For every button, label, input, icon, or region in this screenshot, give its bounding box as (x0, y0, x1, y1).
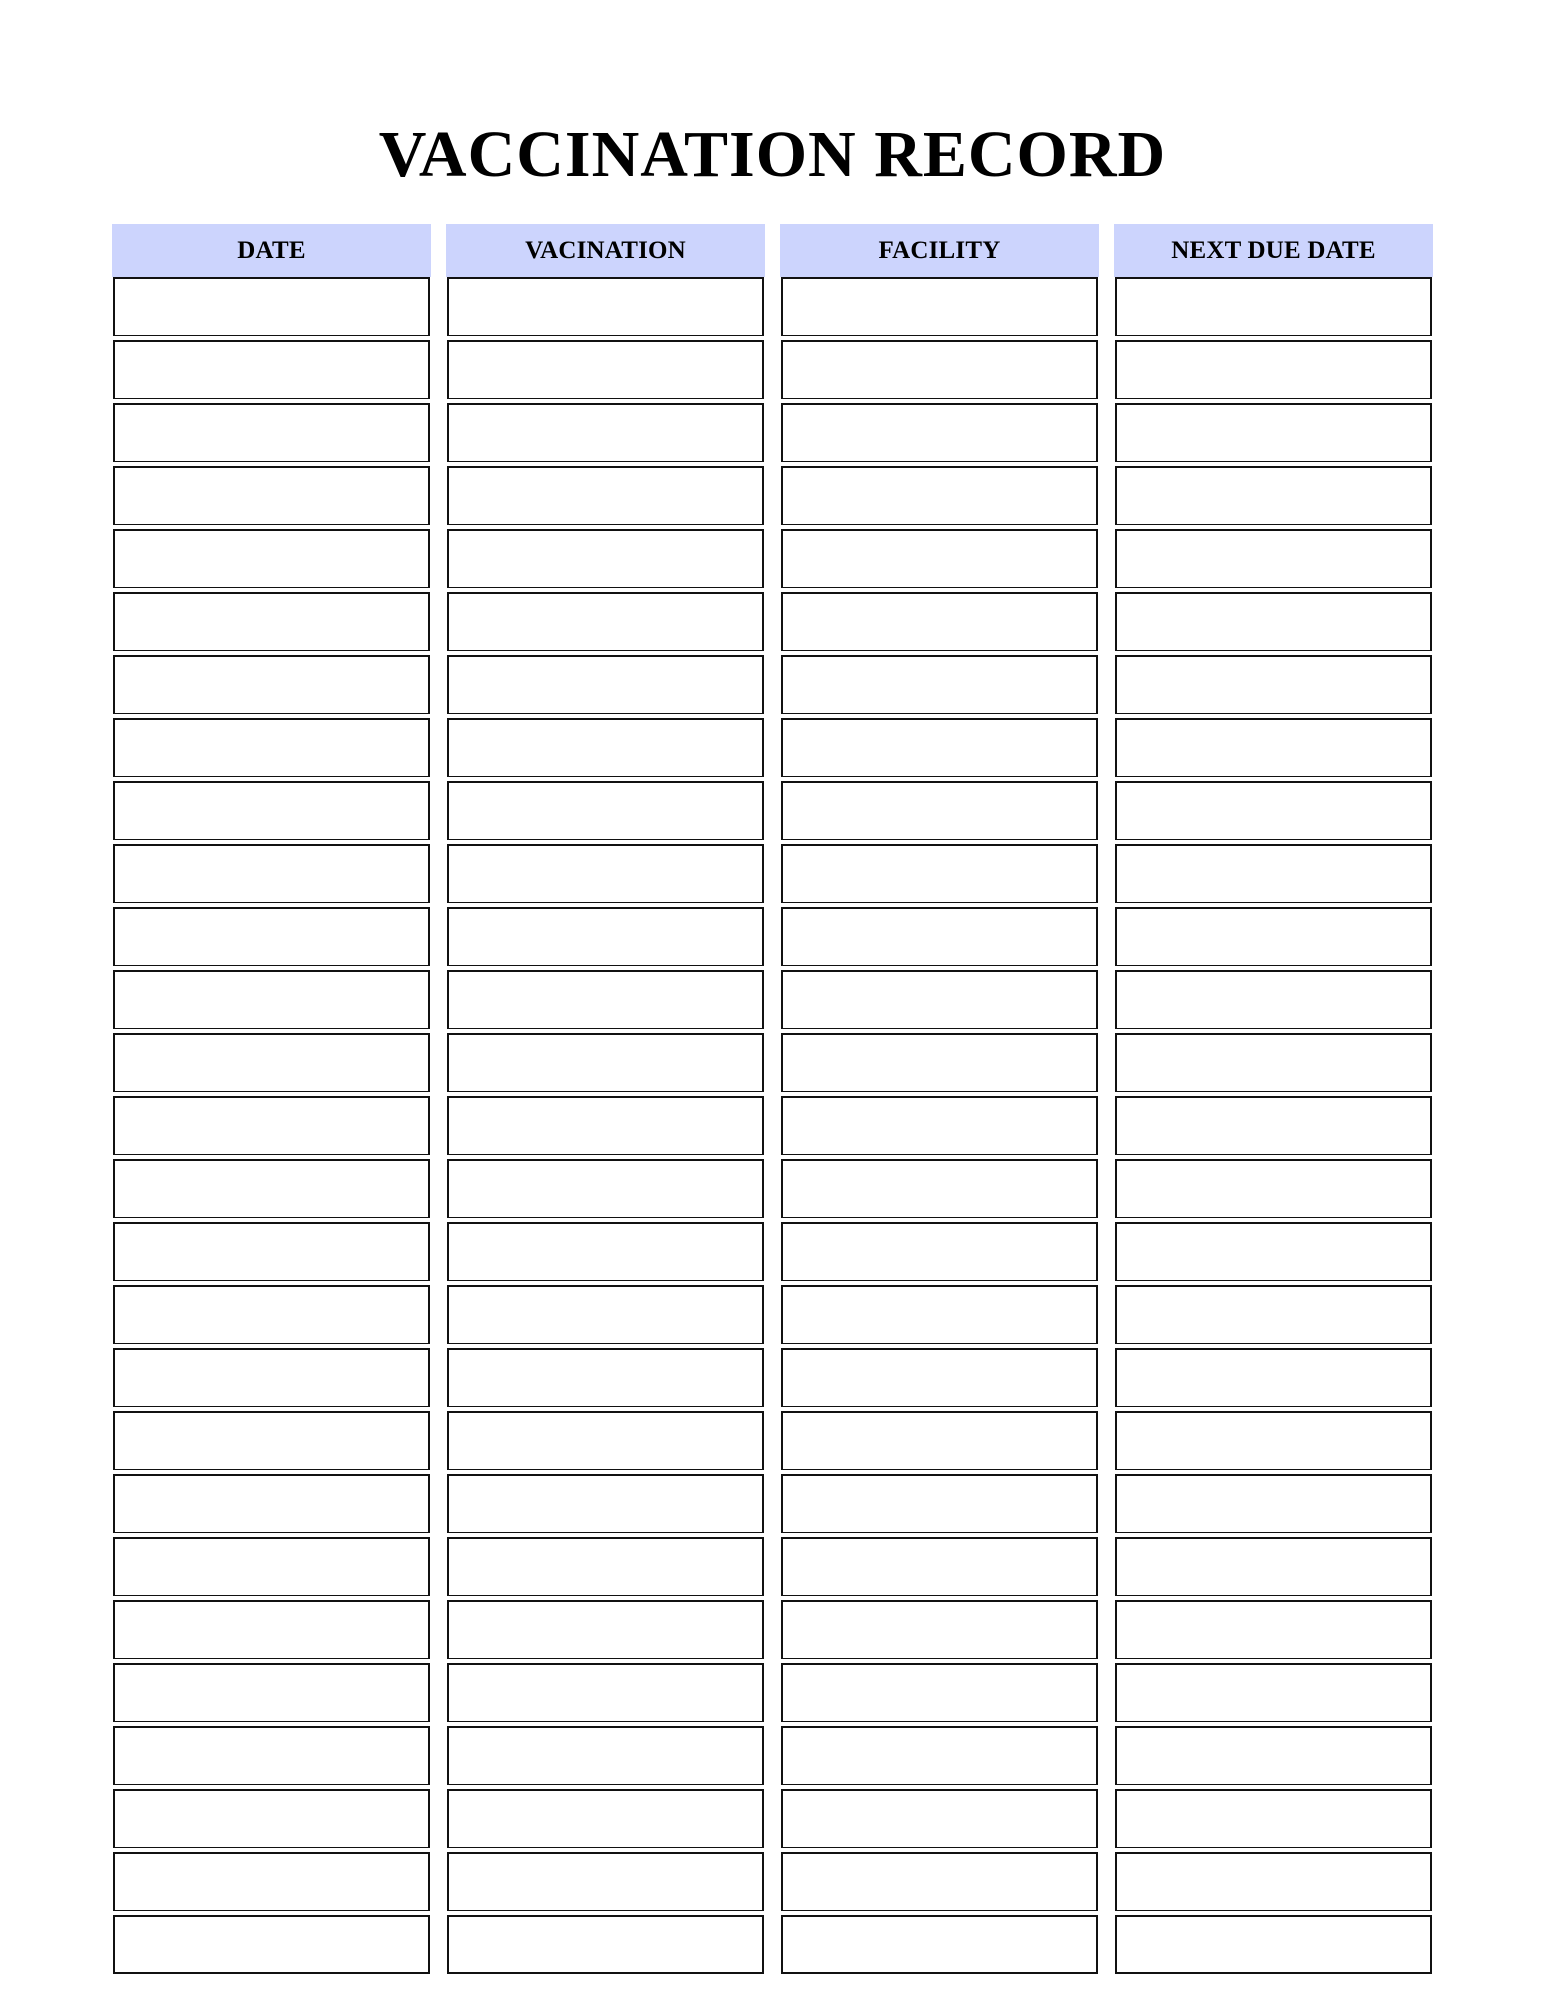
entry-cell-date[interactable] (113, 1285, 430, 1344)
entry-cell-next-due-date[interactable] (1115, 1033, 1432, 1092)
entry-cell-vaccination[interactable] (447, 1222, 764, 1281)
entry-cell-vaccination[interactable] (447, 1033, 764, 1092)
entry-cell-next-due-date[interactable] (1115, 529, 1432, 588)
entry-cell-date[interactable] (113, 1159, 430, 1218)
entry-cell-date[interactable] (113, 277, 430, 336)
entry-cell-date[interactable] (113, 1789, 430, 1848)
entry-cell-facility[interactable] (781, 1726, 1098, 1785)
column-body-next-due-date (1115, 277, 1432, 1974)
entry-cell-next-due-date[interactable] (1115, 1096, 1432, 1155)
entry-cell-facility[interactable] (781, 1159, 1098, 1218)
entry-cell-vaccination[interactable] (447, 592, 764, 651)
entry-cell-date[interactable] (113, 466, 430, 525)
entry-cell-vaccination[interactable] (447, 1159, 764, 1218)
entry-cell-date[interactable] (113, 403, 430, 462)
entry-cell-date[interactable] (113, 592, 430, 651)
entry-cell-facility[interactable] (781, 970, 1098, 1029)
entry-cell-next-due-date[interactable] (1115, 1663, 1432, 1722)
entry-cell-next-due-date[interactable] (1115, 1222, 1432, 1281)
entry-cell-next-due-date[interactable] (1115, 970, 1432, 1029)
entry-cell-vaccination[interactable] (447, 1915, 764, 1974)
entry-cell-date[interactable] (113, 1222, 430, 1281)
entry-cell-facility[interactable] (781, 844, 1098, 903)
entry-cell-date[interactable] (113, 907, 430, 966)
entry-cell-date[interactable] (113, 970, 430, 1029)
entry-cell-date[interactable] (113, 1537, 430, 1596)
column-body-vaccination (447, 277, 764, 1974)
entry-cell-vaccination[interactable] (447, 1348, 764, 1407)
entry-cell-next-due-date[interactable] (1115, 1285, 1432, 1344)
entry-cell-facility[interactable] (781, 781, 1098, 840)
entry-cell-date[interactable] (113, 1726, 430, 1785)
entry-cell-facility[interactable] (781, 1852, 1098, 1911)
entry-cell-date[interactable] (113, 844, 430, 903)
entry-cell-facility[interactable] (781, 277, 1098, 336)
entry-cell-vaccination[interactable] (447, 277, 764, 336)
entry-cell-facility[interactable] (781, 1033, 1098, 1092)
entry-cell-date[interactable] (113, 1474, 430, 1533)
entry-cell-vaccination[interactable] (447, 718, 764, 777)
column-next-due-date (1114, 224, 1433, 1974)
entry-cell-next-due-date[interactable] (1115, 1726, 1432, 1785)
entry-cell-next-due-date[interactable] (1115, 718, 1432, 777)
entry-cell-facility[interactable] (781, 340, 1098, 399)
entry-cell-vaccination[interactable] (447, 403, 764, 462)
entry-cell-vaccination[interactable] (447, 1600, 764, 1659)
entry-cell-date[interactable] (113, 1096, 430, 1155)
entry-cell-next-due-date[interactable] (1115, 340, 1432, 399)
entry-cell-date[interactable] (113, 1033, 430, 1092)
entry-cell-next-due-date[interactable] (1115, 1537, 1432, 1596)
entry-cell-facility[interactable] (781, 1537, 1098, 1596)
entry-cell-date[interactable] (113, 1600, 430, 1659)
entry-cell-facility[interactable] (781, 907, 1098, 966)
entry-cell-date[interactable] (113, 1852, 430, 1911)
column-header-facility: FACILITY (780, 224, 1099, 277)
entry-cell-date[interactable] (113, 655, 430, 714)
column-facility (780, 224, 1099, 1974)
entry-cell-facility[interactable] (781, 466, 1098, 525)
entry-cell-vaccination[interactable] (447, 844, 764, 903)
entry-cell-next-due-date[interactable] (1115, 1411, 1432, 1470)
column-header-next-due-date: NEXT DUE DATE (1114, 224, 1433, 277)
entry-cell-date[interactable] (113, 529, 430, 588)
entry-cell-vaccination[interactable] (447, 781, 764, 840)
column-body-facility (781, 277, 1098, 1974)
entry-cell-next-due-date[interactable] (1115, 1600, 1432, 1659)
entry-cell-vaccination[interactable] (447, 1537, 764, 1596)
entry-cell-facility[interactable] (781, 1096, 1098, 1155)
entry-cell-next-due-date[interactable] (1115, 592, 1432, 651)
entry-cell-date[interactable] (113, 1663, 430, 1722)
entry-cell-vaccination[interactable] (447, 529, 764, 588)
entry-cell-date[interactable] (113, 718, 430, 777)
entry-cell-vaccination[interactable] (447, 340, 764, 399)
entry-cell-facility[interactable] (781, 403, 1098, 462)
entry-cell-facility[interactable] (781, 1222, 1098, 1281)
column-header-date: DATE (112, 224, 431, 277)
entry-cell-vaccination[interactable] (447, 1096, 764, 1155)
entry-cell-facility[interactable] (781, 1411, 1098, 1470)
entry-cell-facility[interactable] (781, 1348, 1098, 1407)
column-date (112, 224, 431, 1974)
entry-cell-facility[interactable] (781, 529, 1098, 588)
column-vaccination (446, 224, 765, 1974)
entry-cell-vaccination[interactable] (447, 1285, 764, 1344)
column-body-date (113, 277, 430, 1974)
entry-cell-vaccination[interactable] (447, 655, 764, 714)
entry-cell-next-due-date[interactable] (1115, 403, 1432, 462)
entry-cell-next-due-date[interactable] (1115, 1789, 1432, 1848)
entry-cell-next-due-date[interactable] (1115, 1915, 1432, 1974)
entry-cell-facility[interactable] (781, 1663, 1098, 1722)
entry-cell-next-due-date[interactable] (1115, 1474, 1432, 1533)
entry-cell-date[interactable] (113, 1348, 430, 1407)
entry-cell-vaccination[interactable] (447, 970, 764, 1029)
entry-cell-next-due-date[interactable] (1115, 907, 1432, 966)
entry-cell-vaccination[interactable] (447, 1474, 764, 1533)
entry-cell-next-due-date[interactable] (1115, 655, 1432, 714)
entry-cell-vaccination[interactable] (447, 1726, 764, 1785)
entry-cell-date[interactable] (113, 781, 430, 840)
entry-cell-next-due-date[interactable] (1115, 466, 1432, 525)
entry-cell-next-due-date[interactable] (1115, 277, 1432, 336)
entry-cell-vaccination[interactable] (447, 1411, 764, 1470)
entry-cell-next-due-date[interactable] (1115, 1348, 1432, 1407)
entry-cell-vaccination[interactable] (447, 1663, 764, 1722)
page-title: VACCINATION RECORD (378, 118, 1167, 191)
entry-cell-next-due-date[interactable] (1115, 1852, 1432, 1911)
entry-cell-facility[interactable] (781, 592, 1098, 651)
entry-cell-next-due-date[interactable] (1115, 781, 1432, 840)
entry-cell-next-due-date[interactable] (1115, 844, 1432, 903)
entry-cell-facility[interactable] (781, 1789, 1098, 1848)
column-header-vaccination: VACINATION (446, 224, 765, 277)
entry-cell-vaccination[interactable] (447, 907, 764, 966)
entry-cell-facility[interactable] (781, 1915, 1098, 1974)
entry-cell-date[interactable] (113, 340, 430, 399)
entry-cell-facility[interactable] (781, 1474, 1098, 1533)
entry-cell-facility[interactable] (781, 655, 1098, 714)
entry-cell-next-due-date[interactable] (1115, 1159, 1432, 1218)
entry-cell-vaccination[interactable] (447, 1852, 764, 1911)
record-table (112, 224, 1433, 1974)
entry-cell-facility[interactable] (781, 1285, 1098, 1344)
entry-cell-vaccination[interactable] (447, 466, 764, 525)
entry-cell-facility[interactable] (781, 1600, 1098, 1659)
entry-cell-date[interactable] (113, 1411, 430, 1470)
entry-cell-facility[interactable] (781, 718, 1098, 777)
entry-cell-date[interactable] (113, 1915, 430, 1974)
entry-cell-vaccination[interactable] (447, 1789, 764, 1848)
